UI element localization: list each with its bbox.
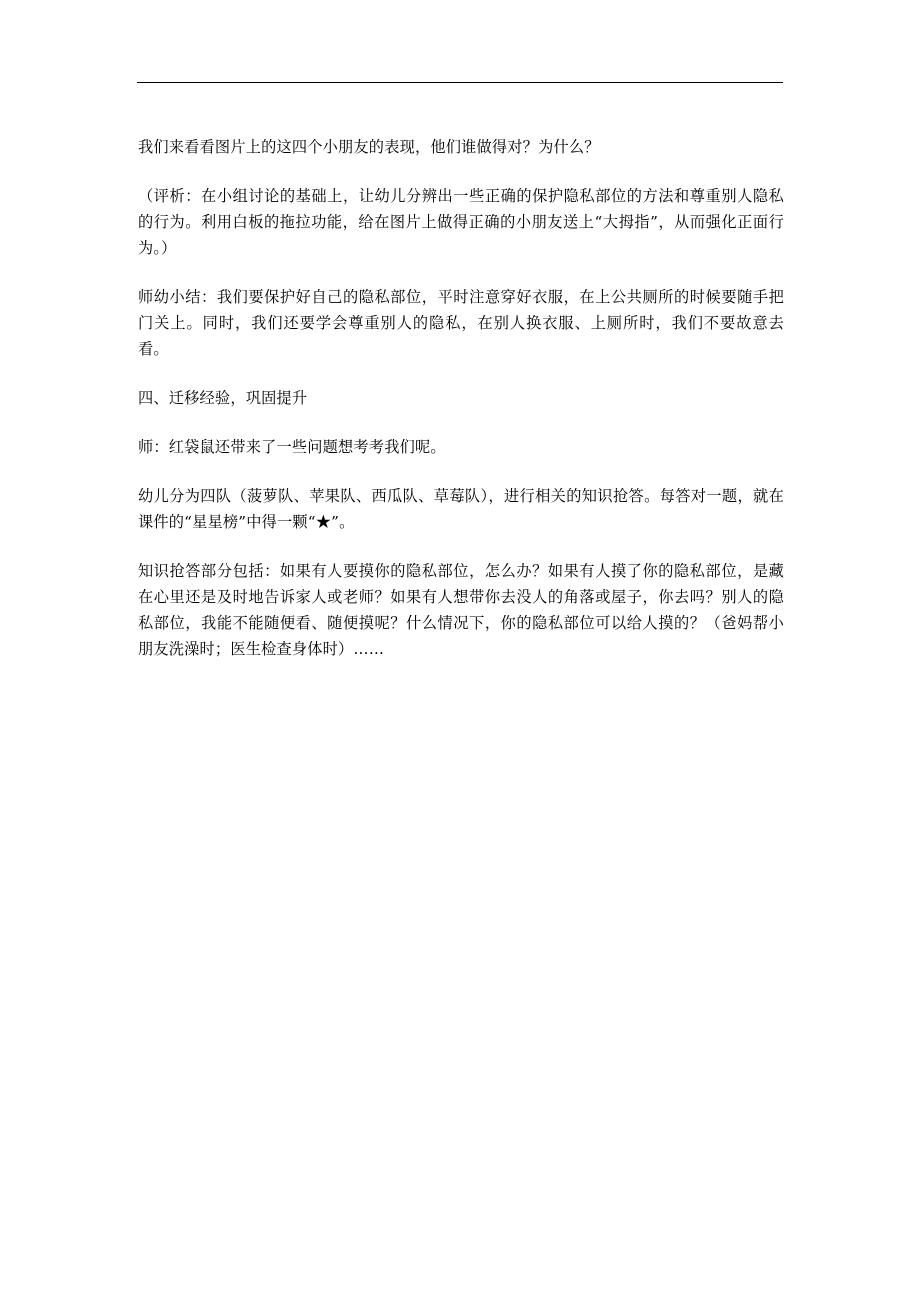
paragraph-observe-question: 我们来看看图片上的这四个小朋友的表现，他们谁做得对？为什么？ — [138, 138, 600, 156]
paragraph-commentary: （评析：在小组讨论的基础上，让幼儿分辨出一些正确的保护隐私部位的方法和尊重别人隐私的行为。利用白板的拖拉功能，给在图片上做得正确的小朋友送上“大拇指”，从而强化正面行为。） — [138, 187, 784, 257]
header-rule — [137, 82, 783, 83]
section-heading: 四、迁移经验，巩固提升 — [138, 389, 308, 407]
paragraph-summary: 师幼小结：我们要保护好自己的隐私部位，平时注意穿好衣服，在上公共厕所的时候要随手把门关上。同时，我们还要学会尊重别人的隐私，在别人换衣服、上厕所时，我们不要故意去看。 — [138, 288, 784, 358]
paragraph-quiz-questions: 知识抢答部分包括：如果有人要摸你的隐私部位，怎么办？如果有人摸了你的隐私部位，是藏在心里还是及时地告诉家人或老师？如果有人想带你去没人的角落或屋子，你去吗？别人的隐私部位，我能不能随便看、随便摸呢？什么情况下，你的隐私部位可以给人摸的？（爸妈帮小朋友洗澡时；医生检查身体时）…… — [138, 562, 784, 658]
paragraph-teacher-prompt: 师：红袋鼠还带来了一些问题想考考我们呢。 — [138, 438, 446, 456]
paragraph-team-quiz: 幼儿分为四队（菠萝队、苹果队、西瓜队、草莓队），进行相关的知识抢答。每答对一题，就在课件的“星星榜”中得一颗“★”。 — [138, 487, 784, 531]
document-body — [138, 134, 784, 685]
